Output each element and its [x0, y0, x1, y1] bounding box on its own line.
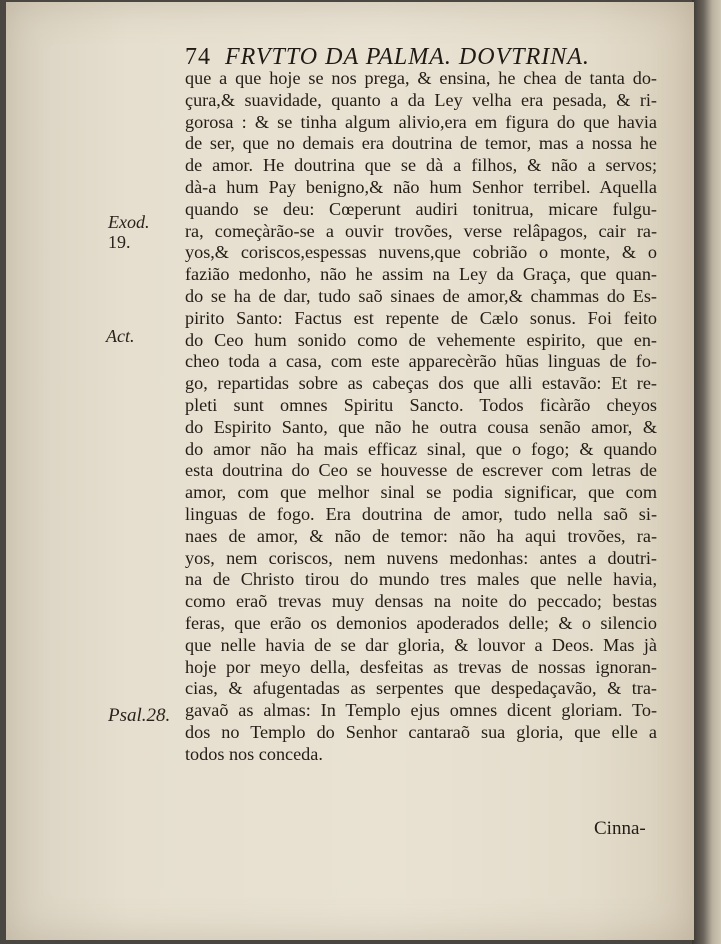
text-line: de amor. He doutrina que se dà a filhos, & não a servos; [185, 155, 657, 176]
text-line: de ser, que no demais era doutrina de temor, mas a nossa he [185, 133, 657, 154]
catchword: Cinna- [594, 818, 646, 839]
book-spine [692, 0, 721, 944]
text-line: dos no Templo do Senhor cantaraõ sua gloria, que elle a [185, 721, 657, 742]
margin-note-psal: Psal.28. [108, 705, 171, 726]
text-line: go, repartidas sobre as cabeças dos que alli estavão: Et re- [185, 373, 657, 394]
running-header [185, 44, 645, 71]
text-line: pleti sunt omnes Spiritu Sancto. Todos ficàrão cheyos [185, 394, 657, 415]
page-number: 74 [185, 44, 211, 70]
text-line: amor, com que melhor sinal se podia significar, que com [185, 482, 657, 503]
text-line: como eraõ trevas muy densas na noite do peccado; bestas [185, 591, 657, 612]
text-line: pirito Santo: Factus est repente de Cælo sonus. Foi feito [185, 307, 657, 328]
text-line: cheo toda a casa, com este apparecèrão hũas linguas de fo- [185, 351, 657, 372]
text-line: que nelle havia de se dar gloria, & louvor a Deos. Mas jà [185, 634, 657, 655]
text-line: dà-a hum Pay benigno,& não hum Senhor terribel. Aquella [185, 176, 657, 197]
margin-exod-label: Exod. [108, 212, 150, 232]
text-line: que a que hoje se nos prega, & ensina, he chea de tanta do- [185, 68, 657, 88]
text-line: gavaõ as almas: In Templo ejus omnes dicent gloriam. To- [185, 700, 657, 721]
text-line: fazião medonho, não he assim na Ley da Graça, que quan- [185, 264, 657, 285]
text-line: cias, & afugentadas as serpentes que despedaçavão, & tra- [185, 678, 657, 699]
text-line: todos nos conceda. [185, 743, 323, 764]
text-line: do se ha de dar, tudo saõ sinaes de amor,& chammas do Es- [185, 285, 657, 306]
text-line: ra, começàrão-se a ouvir trovões, verse relâpagos, cair ra- [185, 220, 657, 241]
text-line: gorosa : & se tinha algum alivio,era em figura do que havia [185, 111, 657, 132]
text-line: çura,& suavidade, quanto a da Ley velha era pesada, & ri- [185, 89, 657, 110]
text-line: quando se deu: Cœperunt audiri tonitrua, micare fulgu- [185, 198, 657, 219]
text-line: do Espirito Santo, que não he outra cousa senão amor, & [185, 416, 657, 437]
margin-exod-number: 19. [108, 232, 131, 252]
margin-note-act: Act. [106, 326, 135, 346]
text-line: yos,& coriscos,espessas nuvens,que cobrião o monte, & o [185, 242, 657, 263]
text-line: linguas de fogo. Era doutrina de amor, tudo nella saõ si- [185, 503, 657, 524]
running-title: FRVTTO DA PALMA. DOVTRINA. [225, 44, 590, 70]
text-line: do Ceo hum sonido como de vehemente espirito, que en- [185, 329, 657, 350]
text-line: do amor não ha mais efficaz sinal, que o fogo; & quando [185, 438, 657, 459]
text-line: yos, nem coriscos, nem nuvens medonhas: antes a doutri- [185, 547, 657, 568]
text-line: hoje por meyo della, desfeitas as trevas de nossas ignoran- [185, 656, 657, 677]
text-line: naes de amor, & não de temor: não ha aqui trovões, ra- [185, 525, 657, 546]
text-line: feras, que erão os demonios apoderados delle; & o silencio [185, 612, 657, 633]
margin-note-exod [108, 212, 149, 252]
text-line: na de Christo tirou do mundo tres males que nelle havia, [185, 569, 657, 590]
text-line: esta doutrina do Ceo se houvesse de escrever com letras de [185, 460, 657, 481]
body-text [185, 68, 657, 766]
